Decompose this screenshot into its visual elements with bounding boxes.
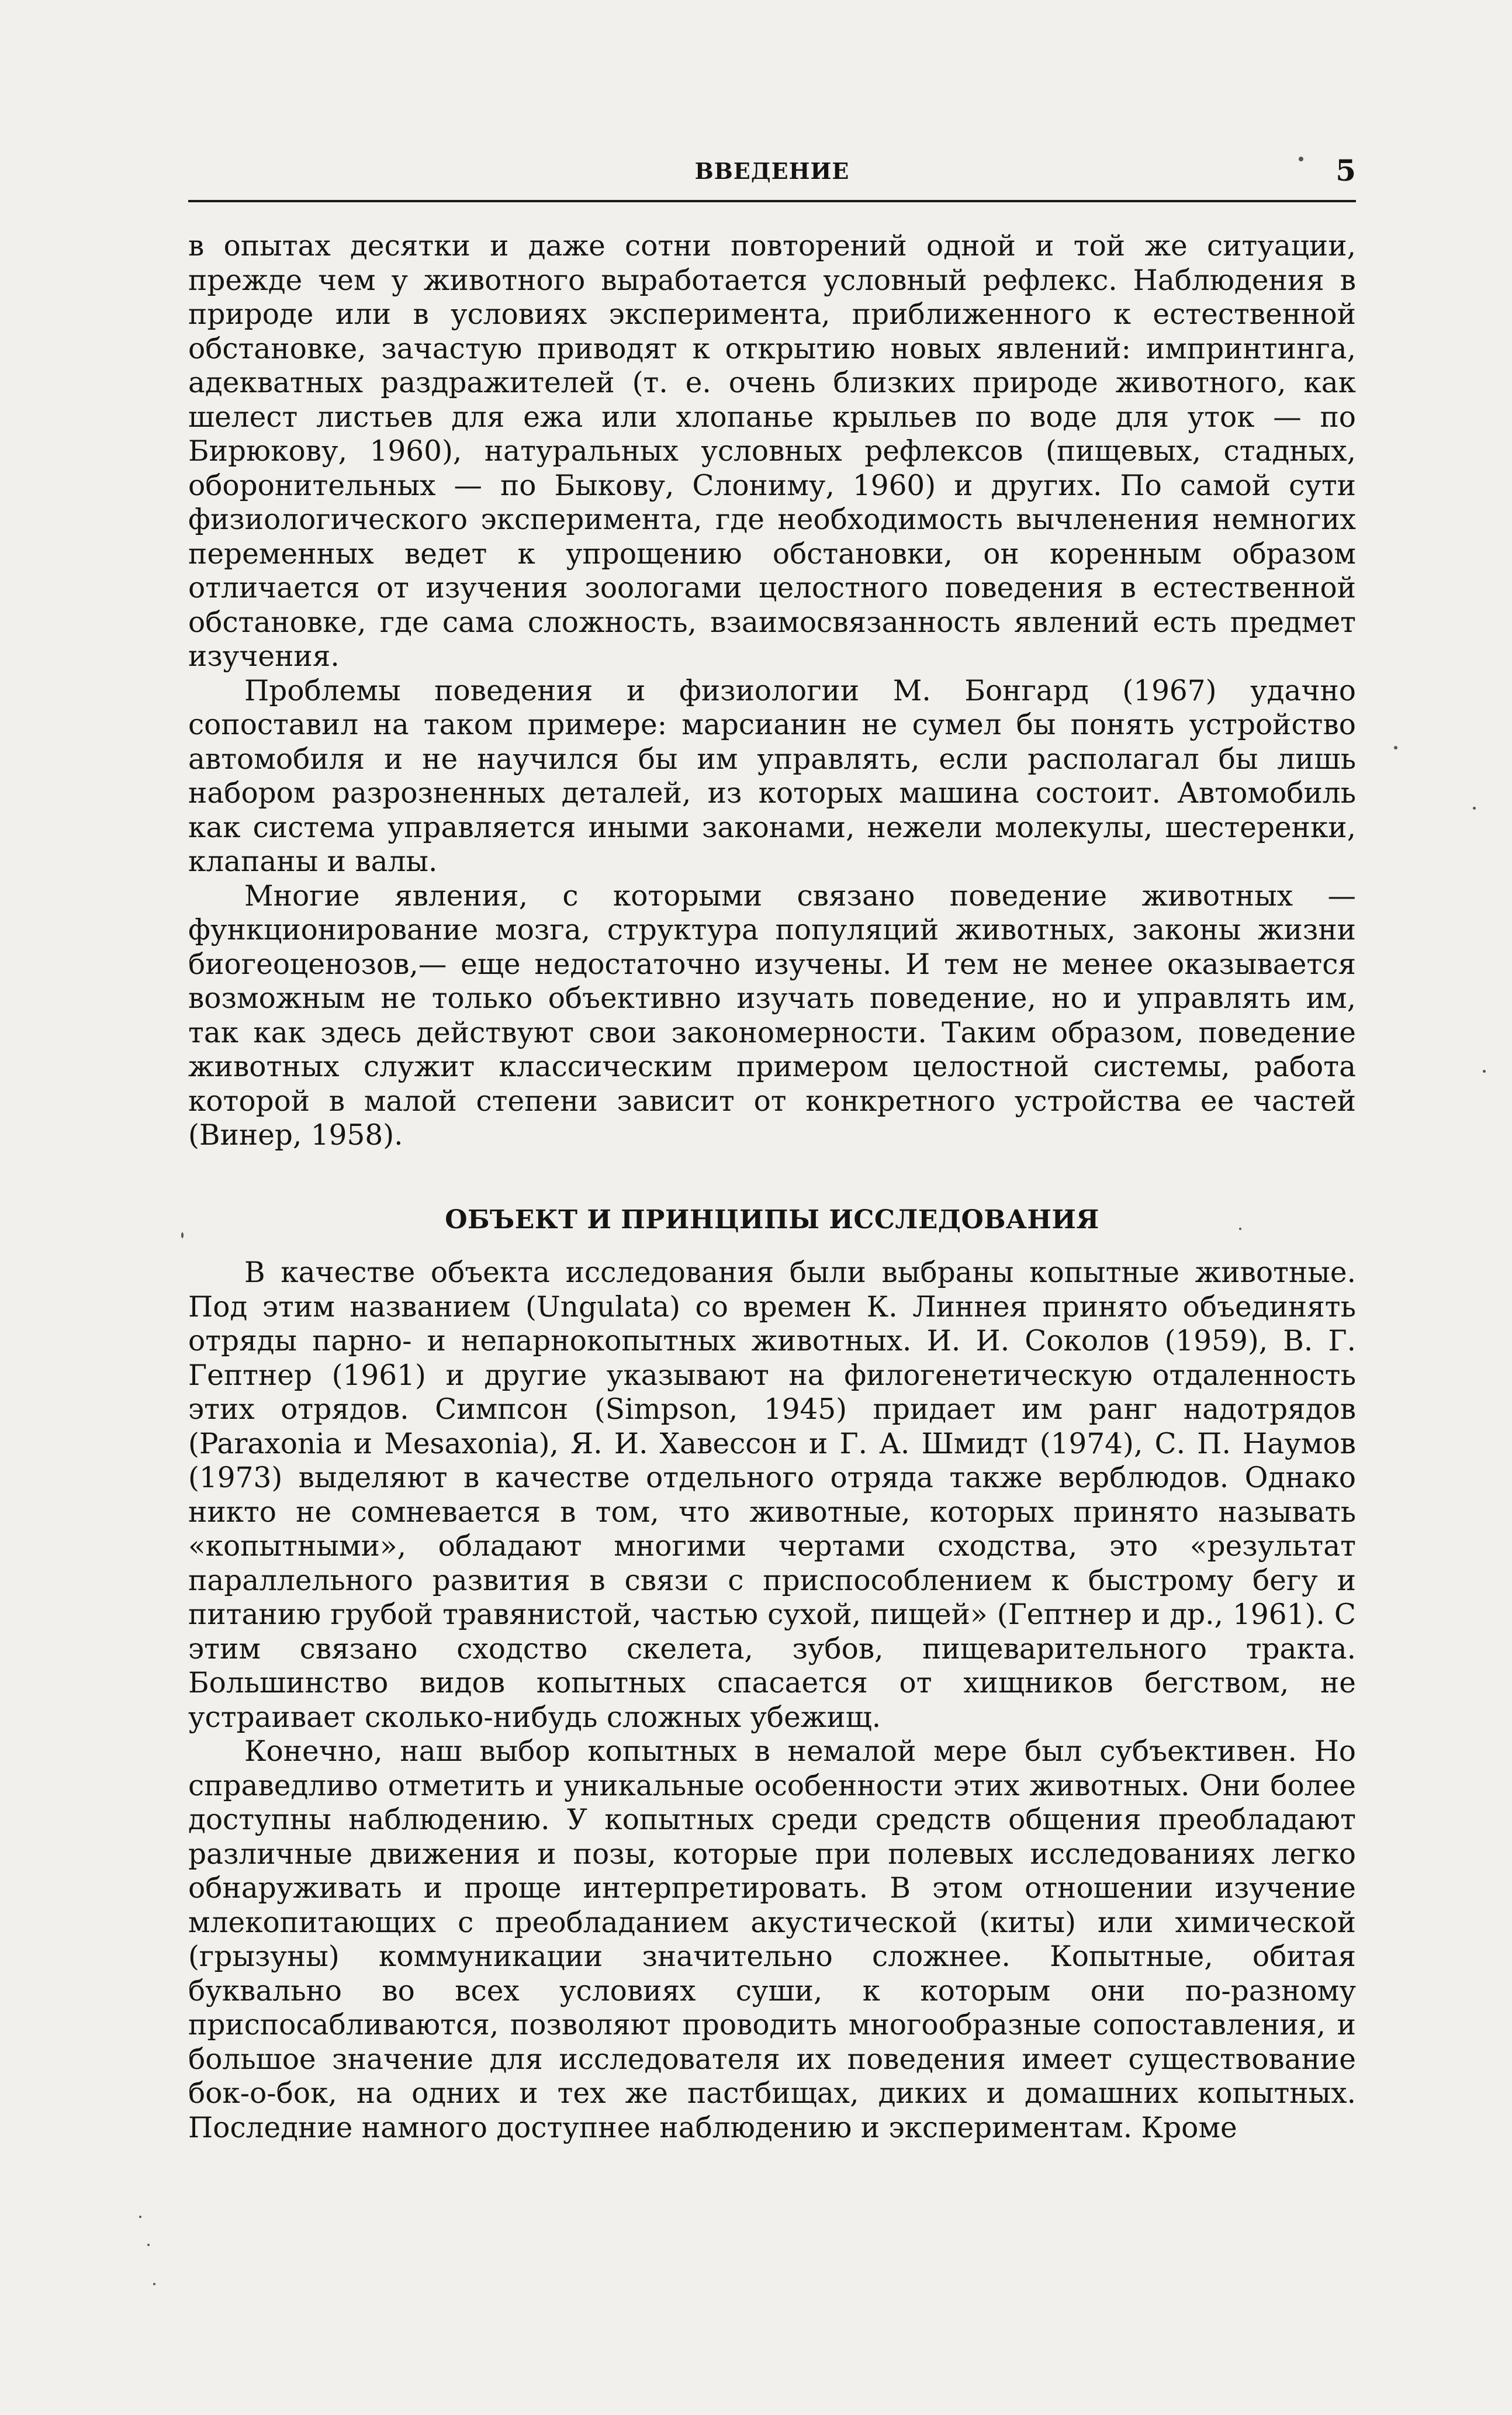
running-title: ВВЕДЕНИЕ — [694, 158, 850, 184]
scan-speck — [1394, 746, 1397, 749]
scan-speck — [1239, 1228, 1241, 1230]
scan-speck — [1483, 1070, 1486, 1073]
page-body — [188, 229, 1356, 2145]
running-head — [188, 152, 1356, 187]
paragraph-choice: Конечно, наш выбор копытных в немалой мере был субъективен. Но справедливо отметить и уникальные особенности этих животных. Они более доступны наблюдению. У копытных среди средств общения преобладают различные движения и позы, которые при полевых исследованиях легко обнаруживать и проще интерпретировать. В этом отношении изучение млекопитающих с преобладанием акустической (киты) или химической (грызуны) коммуникации значительно сложнее. Копытные, обитая буквально во всех условиях суши, к которым они по-разному приспосабливаются, позволяют проводить многообразные сопоставления, и большое значение для исследователя их поведения имеет существование бок-о-бок, на одних и тех же пастбищах, диких и домашних копытных. Последние намного доступнее наблюдению и экспериментам. Кроме — [188, 1735, 1356, 2144]
paragraph-continuation: в опытах десятки и даже сотни повторений одной и той же ситуации, прежде чем у животного выработается условный рефлекс. Наблюдения в природе или в условиях эксперимента, приближенного к естественной обстановке, зачастую приводят к открытию новых явлений: импринтинга, адекватных раздражителей (т. е. очень близких природе животного, как шелест листьев для ежа или хлопанье крыльев по воде для уток — по Бирюкову, 1960), натуральных условных рефлексов (пищевых, стадных, оборонительных — по Быкову, Слониму, 1960) и других. По самой сути физиологического эксперимента, где необходимость вычленения немногих переменных ведет к упрощению обстановки, он коренным образом отличается от изучения зоологами целостного поведения в естественной обстановке, где сама сложность, взаимосвязанность явлений есть предмет изучения. — [188, 230, 1356, 673]
book-page — [188, 152, 1356, 2145]
scan-speck — [153, 2283, 155, 2285]
header-rule — [188, 200, 1356, 202]
scan-speck — [139, 2216, 141, 2218]
scan-speck — [1299, 157, 1303, 161]
section-heading: ОБЪЕКТ И ПРИНЦИПЫ ИССЛЕДОВАНИЯ — [445, 1204, 1099, 1235]
page-number: 5 — [1335, 153, 1356, 188]
paragraph-object: В качестве объекта исследования были выбраны копытные животные. Под этим названием (Ungulata) со времен К. Линнея принято объединять отряды парно- и непарнокопытных животных. И. И. Соколов (1959), В. Г. Гептнер (1961) и другие указывают на филогенетическую отдаленность этих отрядов. Симпсон (Simpson, 1945) придает им ранг надотрядов (Paraxonia и Mesaxonia), Я. И. Хавессон и Г. А. Шмидт (1974), С. П. Наумов (1973) выделяют в качестве отдельного отряда также верблюдов. Однако никто не сомневается в том, что животные, которых принято называть «копытными», обладают многими чертами сходства, это «результат параллельного развития в связи с приспособлением к быстрому бегу и питанию грубой травянистой, частью сухой, пищей» (Гептнер и др., 1961). С этим связано сходство скелета, зубов, пищеварительного тракта. Большинство видов копытных спасается от хищников бегством, не устраивает сколько-нибудь сложных убежищ. — [188, 1256, 1356, 1734]
paragraph-bongard: Проблемы поведения и физиологии М. Бонгард (1967) удачно сопоставил на таком примере: марсианин не сумел бы понять устройство автомобиля и не научился бы им управлять, если располагал бы лишь набором разрозненных деталей, из которых машина состоит. Автомобиль как система управляется иными законами, нежели молекулы, шестеренки, клапаны и валы. — [188, 674, 1356, 878]
paragraph-behavior-system: Многие явления, с которыми связано поведение животных — функционирование мозга, структура популяций животных, законы жизни биогеоценозов,— еще недостаточно изучены. И тем не менее оказывается возможным не только объективно изучать поведение, но и управлять им, так как здесь действуют свои закономерности. Таким образом, поведение животных служит классическим примером целостной системы, работа которой в малой степени зависит от конкретного устройства ее частей (Винер, 1958). — [188, 879, 1356, 1152]
scan-speck — [181, 1232, 184, 1238]
scan-speck — [147, 2244, 150, 2246]
scan-speck — [1473, 807, 1476, 810]
